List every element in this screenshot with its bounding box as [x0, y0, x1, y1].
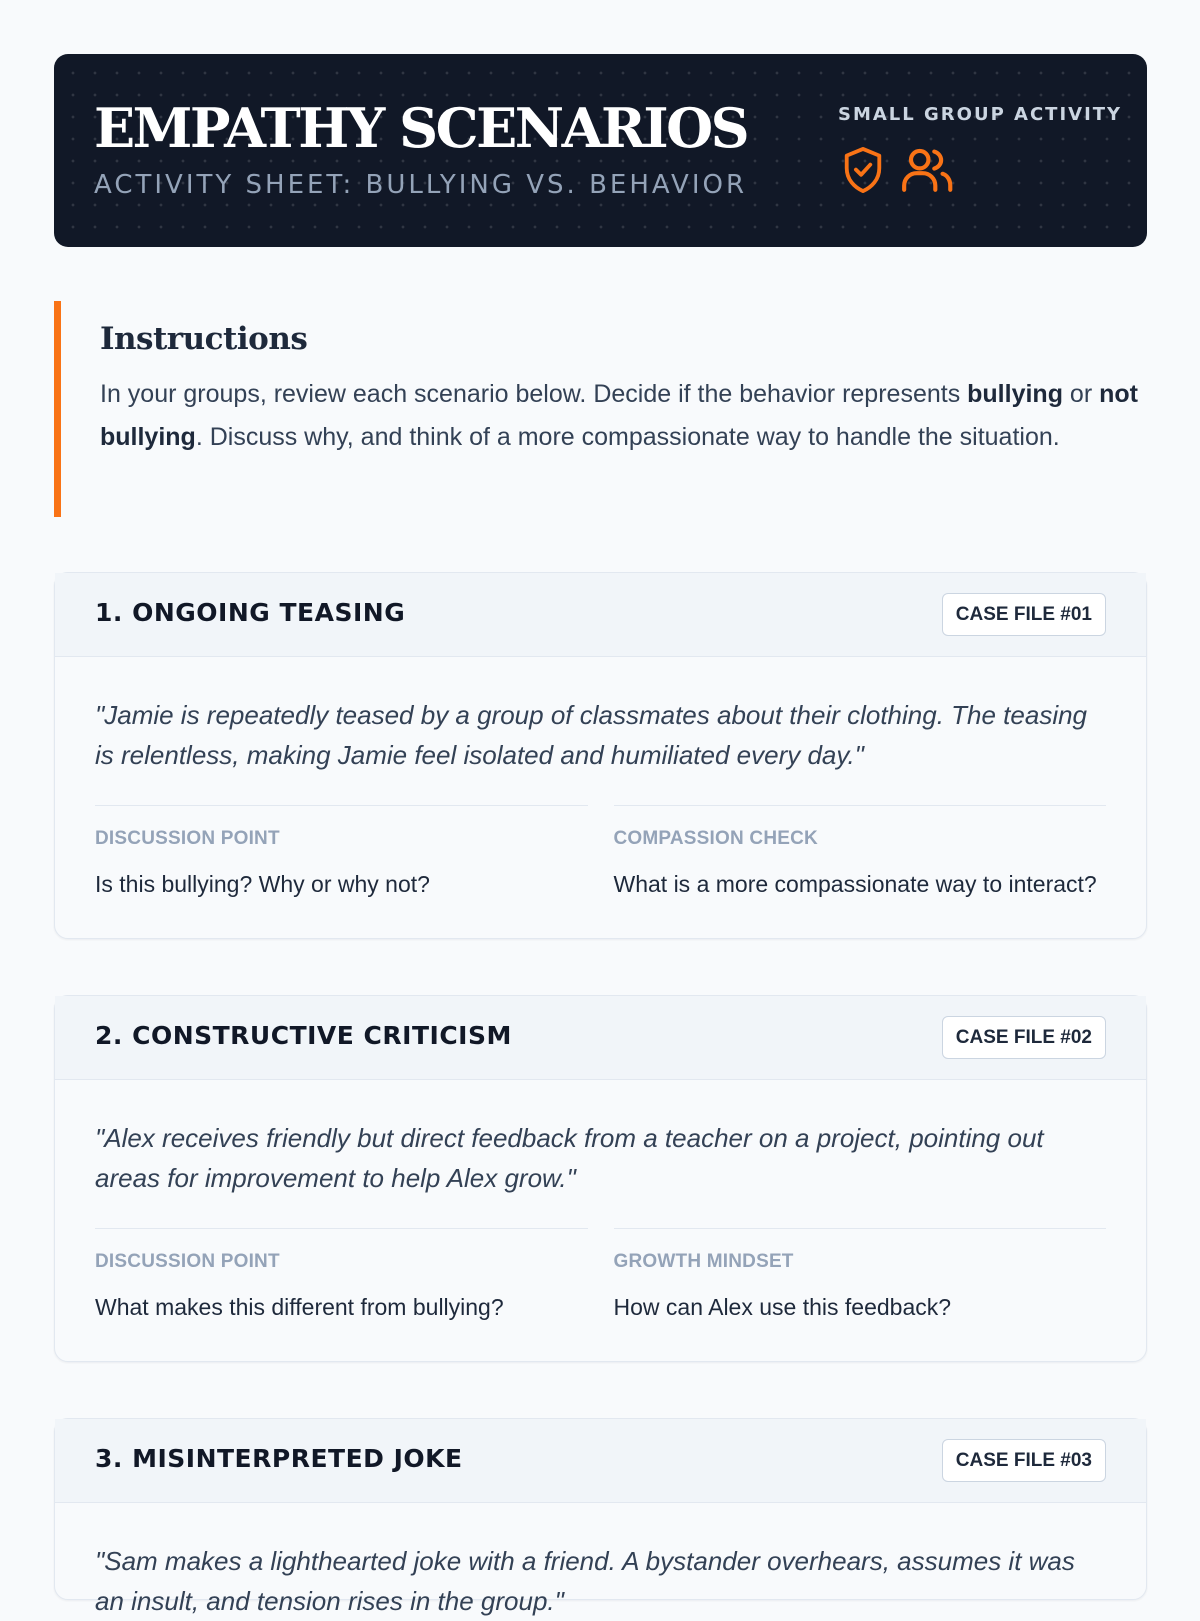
discussion-point: [95, 1228, 588, 1321]
banner-icons: [840, 144, 954, 196]
case-title: 1. ONGOING TEASING: [95, 598, 406, 627]
scenario-quote: "Alex receives friendly but direct feedback from a teacher on a project, pointing out areas for improvement to help Alex grow.": [95, 1123, 1044, 1193]
case-title: 3. MISINTERPRETED JOKE: [95, 1444, 463, 1473]
growth-mindset: [614, 1228, 1107, 1321]
users-icon: [900, 144, 954, 196]
case-file-badge: CASE FILE #01: [942, 593, 1106, 636]
qa-label: DISCUSSION POINT: [95, 1251, 280, 1272]
qa-label: DISCUSSION POINT: [95, 828, 280, 849]
instructions-text-part: . Discuss why, and think of a more compassionate way to handle the situation.: [195, 423, 1060, 451]
instructions-text-part: In your groups, review each scenario below. Decide if the behavior represents: [100, 380, 968, 408]
compassion-check: [614, 805, 1107, 898]
case-file-badge: CASE FILE #03: [942, 1439, 1106, 1482]
case-card: [54, 1418, 1147, 1616]
case-card-body: [55, 657, 1146, 898]
case-card: [54, 995, 1147, 1362]
instructions-bold-bullying: bullying: [967, 380, 1063, 408]
page-title: EMPATHY SCENARIOS: [94, 96, 748, 160]
page-subtitle: ACTIVITY SHEET: BULLYING VS. BEHAVIOR: [94, 170, 748, 200]
case-card-body: [55, 1080, 1146, 1321]
shield-check-icon: [840, 144, 886, 196]
instructions-heading: Instructions: [100, 321, 308, 357]
qa-question: What makes this different from bullying?: [95, 1294, 504, 1320]
qa-label: COMPASSION CHECK: [613, 828, 818, 849]
scenario-quote: "Sam makes a lighthearted joke with a friend. A bystander overhears, assumes it was an insult, and tension rises in the group.": [95, 1546, 1075, 1616]
instructions-bold-not-bullying: not bullying: [100, 380, 1138, 451]
case-card-header: [55, 996, 1146, 1080]
instructions-section: [54, 301, 1147, 517]
header-banner: [54, 54, 1147, 247]
case-card: [54, 572, 1147, 939]
case-card-header: [55, 573, 1146, 657]
case-title: 2. CONSTRUCTIVE CRITICISM: [95, 1021, 512, 1050]
discussion-grid: [95, 805, 1106, 898]
qa-label: GROWTH MINDSET: [613, 1251, 794, 1272]
activity-sheet: [54, 54, 1147, 1616]
instructions-text: [100, 373, 1147, 459]
scenario-quote: "Jamie is repeatedly teased by a group of classmates about their clothing. The teasing is relentless, making Jamie feel isolated and humiliated every day.": [95, 700, 1088, 770]
qa-question: How can Alex use this feedback?: [613, 1294, 952, 1320]
case-card-body: [55, 1503, 1146, 1621]
case-file-badge: CASE FILE #02: [942, 1016, 1106, 1059]
discussion-grid: [95, 1228, 1106, 1321]
case-card-header: [55, 1419, 1146, 1503]
activity-tag: SMALL GROUP ACTIVITY: [838, 104, 1123, 125]
qa-question: What is a more compassionate way to interact?: [613, 871, 1097, 897]
discussion-point: [95, 805, 588, 898]
instructions-text-part: or: [1062, 380, 1100, 408]
qa-question: Is this bullying? Why or why not?: [95, 871, 430, 897]
